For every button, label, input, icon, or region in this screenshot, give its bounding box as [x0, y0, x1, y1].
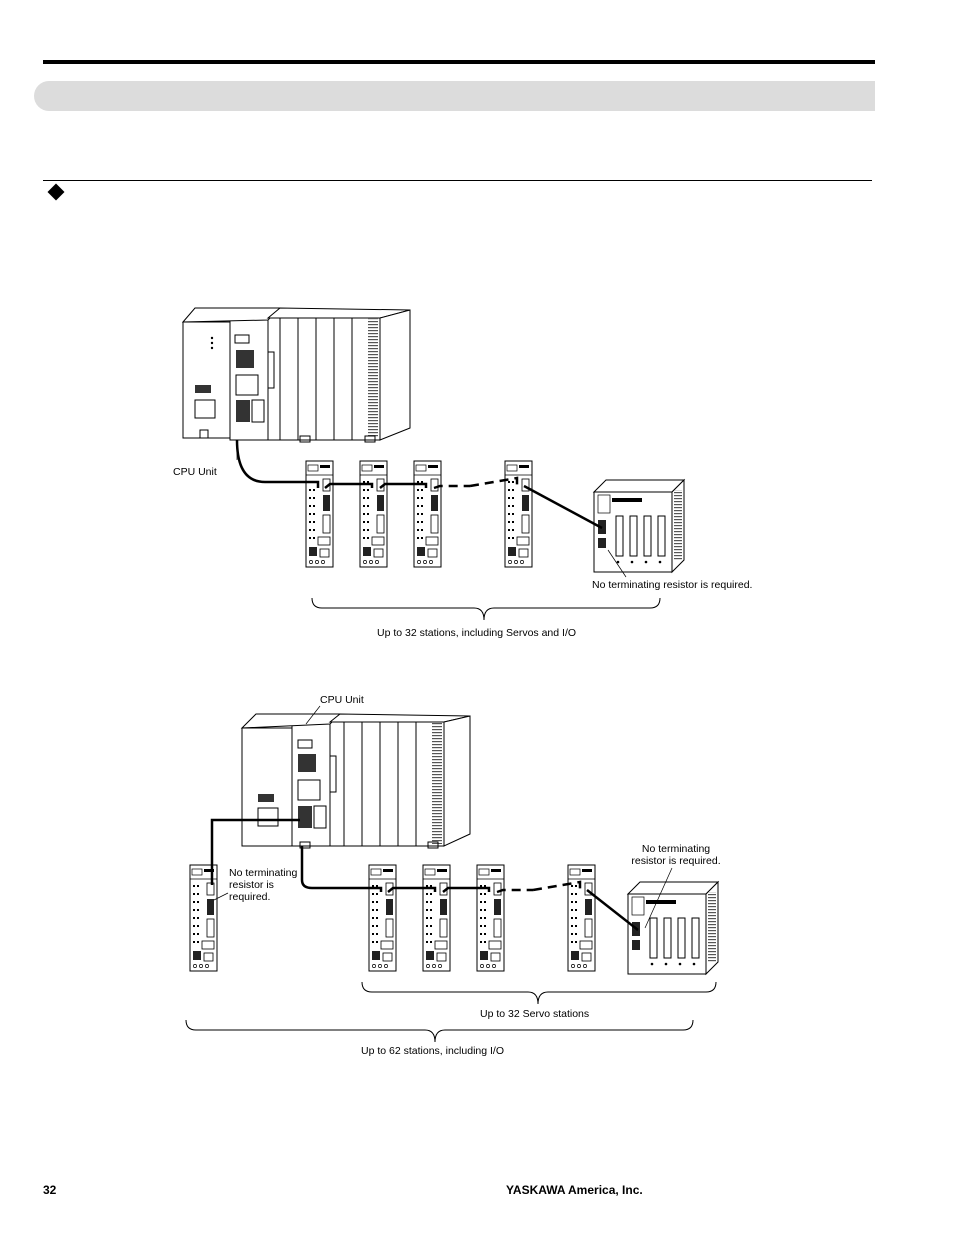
diagram1-servo-1: [306, 461, 333, 567]
diagram2-cpu-label: CPU Unit: [320, 694, 364, 706]
diagram1-io-module: [594, 480, 684, 572]
diagram2-left-note-line-2: resistor is: [229, 879, 274, 891]
diagram2-servo-3: [477, 865, 504, 971]
diagram1-servo-3: [414, 461, 441, 567]
diagram2-controller: [242, 714, 470, 848]
diagram1-cpu-label: CPU Unit: [173, 466, 217, 478]
company-name: YASKAWA America, Inc.: [506, 1183, 643, 1197]
diagram1-servo-n: [505, 461, 532, 567]
diagram2-right-note-line-2: resistor is required.: [631, 855, 721, 867]
diagram2-left-note-line-1: No terminating: [229, 867, 298, 879]
diagram1-servo-2: [360, 461, 387, 567]
diagram2-brace-servo: [362, 982, 716, 1004]
diagram2-io-module: [628, 882, 718, 974]
diagram2-brace-total-label: Up to 62 stations, including I/O: [361, 1045, 504, 1057]
diagram2-right-note: [630, 843, 722, 867]
diagram1-brace-label: Up to 32 stations, including Servos and I/O: [377, 627, 577, 639]
diagram2-servo-n: [568, 865, 595, 971]
diagram2-left-note: [229, 867, 297, 903]
diagram2-servo-2: [423, 865, 450, 971]
page-number: 32: [43, 1183, 57, 1197]
diagram2-brace-total: [186, 1020, 693, 1042]
diagram2-servo-1: [369, 865, 396, 971]
diagram2-left-note-line-3: required.: [229, 891, 271, 903]
diagram1-controller: [183, 308, 410, 442]
diagram1-io-note: No terminating resistor is required.: [592, 579, 753, 591]
diagram1-brace: [312, 598, 660, 620]
diagram2-right-note-line-1: No terminating: [641, 843, 711, 855]
diagram2-brace-servo-label: Up to 32 Servo stations: [480, 1008, 590, 1020]
